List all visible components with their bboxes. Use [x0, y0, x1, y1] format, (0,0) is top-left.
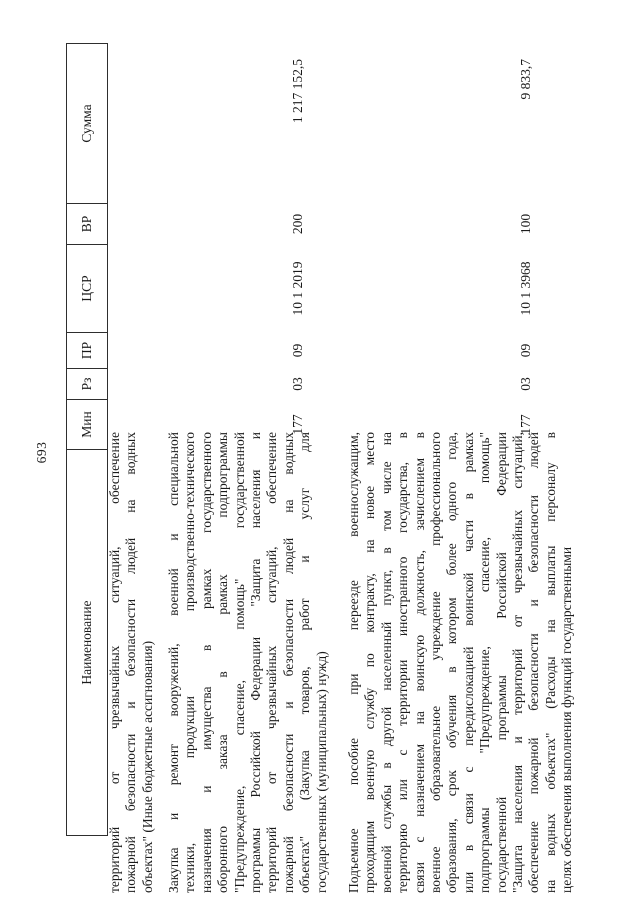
vr-code-value: 200: [290, 213, 305, 235]
table-row-codes: [518, 0, 535, 905]
entry-text-line: обеспечение пожарной безопасности и безопасности людей: [526, 432, 542, 893]
csr-code-value: 10 1 2019: [290, 261, 305, 316]
entry-text-line: техники, продукции производственно-технического: [182, 432, 198, 893]
entry-text-line: на водных объектах" (Расходы на выплаты персоналу в: [542, 432, 558, 893]
entry-text-line: "Предупреждение, спасение, помощь" государственной: [231, 432, 247, 893]
entry-text-line: целях обеспечения выполнения функций государственными: [559, 546, 575, 893]
entry-text-line: оборонного заказа в рамках подпрограммы: [215, 432, 231, 893]
summa-value: 1 217 152,5: [290, 59, 305, 124]
entry-text-line: подпрограммы "Предупреждение, спасение, помощь": [477, 432, 493, 893]
min-code-value: 177: [290, 414, 305, 435]
pr-code-value: 09: [290, 343, 305, 358]
page-number: 693: [34, 441, 49, 464]
rz-code-value: 03: [290, 377, 305, 391]
column-header-vr: ВР: [66, 203, 108, 245]
entry-text-line: территорий от чрезвычайных ситуаций, обеспечение: [264, 432, 280, 893]
entry-text-line: пожарной безопасности и безопасности людей на водных: [280, 432, 296, 893]
pr-code-value: 09: [518, 343, 533, 358]
column-header-naimenovanie: Наименование: [66, 449, 108, 836]
entry-text-line: "Защита населения и территорий от чрезвычайных ситуаций,: [509, 432, 525, 893]
rz-code-value: 03: [518, 377, 533, 391]
entry-text-line: пожарной безопасности и безопасности людей на водных: [123, 432, 139, 893]
vr-code-value: 100: [518, 213, 533, 235]
entry-text-line: государственной программы Российской Федерации: [493, 432, 509, 893]
entry-text-line: территорию или с территории иностранного государства, в: [395, 432, 411, 893]
entry-text-line: или в связи с передислокацией воинской части в рамках: [460, 432, 476, 893]
entry-text-line: образования, срок обучения в котором более одного года,: [444, 432, 460, 893]
entry-text-line: объектах" (Закупка товаров, работ и услуг для: [297, 432, 313, 893]
min-code-value: 177: [518, 414, 533, 435]
csr-code-value: 10 1 3968: [518, 261, 533, 316]
entry-text-line: государственных (муниципальных) нужд): [313, 651, 329, 893]
column-header-summa: Сумма: [66, 43, 108, 204]
column-header-pr: ПР: [66, 332, 108, 369]
table-row-entry-text: [346, 432, 575, 893]
entry-text-line: Подъемное пособие при переезде военнослужащим,: [346, 432, 361, 893]
column-header-min: Мин: [66, 399, 108, 450]
entry-text-line: программы Российской Федерации "Защита населения и: [247, 432, 263, 893]
entry-text-line: военное образовательное учреждение профессионального: [427, 432, 443, 893]
entry-text-line: связи с назначением на воинскую должность, зачислением в: [411, 432, 427, 893]
table-row-codes: [290, 0, 307, 905]
summa-value: 9 833,7: [518, 59, 533, 100]
column-header-rz: Рз: [66, 368, 108, 400]
entry-text-line: проходящим военную службу по контракту, на новое место: [362, 432, 378, 893]
entry-text-line: военной службы в другой населенный пункт, в том числе на: [378, 432, 394, 893]
entry-text-line: объектах" (Иные бюджетные ассигнования): [139, 640, 155, 893]
entry-text-line: назначения и имущества в рамках государственного: [198, 432, 214, 893]
table-row-entry-text: [107, 432, 156, 893]
column-header-csr: ЦСР: [66, 244, 108, 333]
entry-text-line: территорий от чрезвычайных ситуаций, обеспечение: [107, 432, 122, 893]
entry-text-line: Закупка и ремонт вооружений, военной и специальной: [166, 432, 181, 893]
